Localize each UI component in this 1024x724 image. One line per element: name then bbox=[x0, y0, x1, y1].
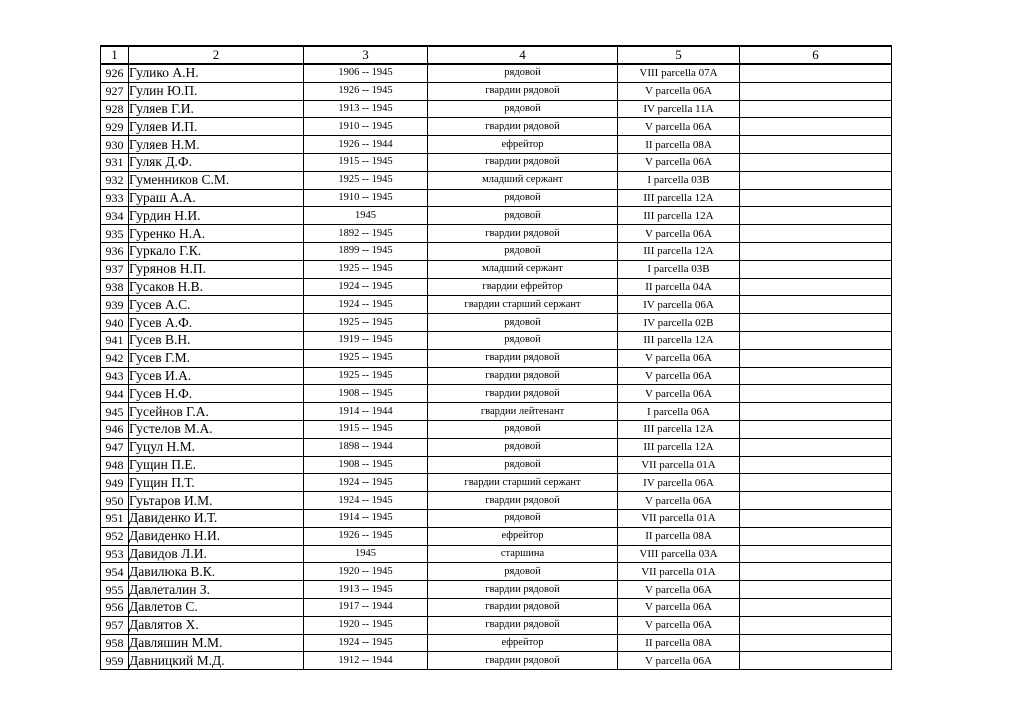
military-rank: гвардии рядовой bbox=[428, 492, 618, 510]
life-years: 1924 -- 1945 bbox=[304, 474, 428, 492]
person-name: Гурянов Н.П. bbox=[129, 260, 304, 278]
burial-plot: I parcella 03B bbox=[618, 171, 740, 189]
burial-plot: VIII parcella 03A bbox=[618, 545, 740, 563]
military-rank: рядовой bbox=[428, 314, 618, 332]
person-name: Гусаков Н.В. bbox=[129, 278, 304, 296]
burial-plot: IV parcella 02B bbox=[618, 314, 740, 332]
column-header-5: 5 bbox=[618, 46, 740, 64]
column-header-4: 4 bbox=[428, 46, 618, 64]
row-number: 959 bbox=[101, 652, 129, 670]
table-row bbox=[101, 527, 892, 545]
notes-cell bbox=[740, 563, 892, 581]
life-years: 1920 -- 1945 bbox=[304, 616, 428, 634]
notes-cell bbox=[740, 367, 892, 385]
burial-plot: V parcella 06A bbox=[618, 225, 740, 243]
life-years: 1924 -- 1945 bbox=[304, 278, 428, 296]
table-row bbox=[101, 545, 892, 563]
table-row bbox=[101, 403, 892, 421]
military-rank: рядовой bbox=[428, 563, 618, 581]
life-years: 1906 -- 1945 bbox=[304, 64, 428, 82]
life-years: 1924 -- 1945 bbox=[304, 492, 428, 510]
row-number: 941 bbox=[101, 331, 129, 349]
person-name: Гурдин Н.И. bbox=[129, 207, 304, 225]
table-row bbox=[101, 581, 892, 599]
table-row bbox=[101, 64, 892, 82]
notes-cell bbox=[740, 314, 892, 332]
military-rank: младший сержант bbox=[428, 260, 618, 278]
military-rank: гвардии ефрейтор bbox=[428, 278, 618, 296]
military-rank: гвардии рядовой bbox=[428, 118, 618, 136]
military-rank: рядовой bbox=[428, 331, 618, 349]
military-rank: рядовой bbox=[428, 509, 618, 527]
person-name: Давиденко И.Т. bbox=[129, 509, 304, 527]
notes-cell bbox=[740, 296, 892, 314]
person-name: Гуляев Г.И. bbox=[129, 100, 304, 118]
life-years: 1913 -- 1945 bbox=[304, 100, 428, 118]
row-number: 951 bbox=[101, 509, 129, 527]
military-rank: гвардии рядовой bbox=[428, 82, 618, 100]
notes-cell bbox=[740, 509, 892, 527]
burial-plot: III parcella 12A bbox=[618, 438, 740, 456]
notes-cell bbox=[740, 118, 892, 136]
life-years: 1925 -- 1945 bbox=[304, 260, 428, 278]
military-rank: рядовой bbox=[428, 438, 618, 456]
row-number: 940 bbox=[101, 314, 129, 332]
row-number: 953 bbox=[101, 545, 129, 563]
military-rank: рядовой bbox=[428, 64, 618, 82]
table-header bbox=[101, 46, 892, 64]
life-years: 1892 -- 1945 bbox=[304, 225, 428, 243]
notes-cell bbox=[740, 278, 892, 296]
life-years: 1914 -- 1944 bbox=[304, 403, 428, 421]
person-name: Гуцул Н.М. bbox=[129, 438, 304, 456]
notes-cell bbox=[740, 331, 892, 349]
life-years: 1925 -- 1945 bbox=[304, 349, 428, 367]
military-rank: гвардии старший сержант bbox=[428, 296, 618, 314]
person-name: Гусев И.А. bbox=[129, 367, 304, 385]
burial-plot: V parcella 06A bbox=[618, 367, 740, 385]
military-rank: младший сержант bbox=[428, 171, 618, 189]
table-row bbox=[101, 492, 892, 510]
row-number: 946 bbox=[101, 420, 129, 438]
person-name: Давидов Л.И. bbox=[129, 545, 304, 563]
life-years: 1926 -- 1945 bbox=[304, 82, 428, 100]
table-row bbox=[101, 82, 892, 100]
burial-plot: IV parcella 06A bbox=[618, 296, 740, 314]
military-rank: гвардии старший сержант bbox=[428, 474, 618, 492]
table-row bbox=[101, 420, 892, 438]
burial-plot: III parcella 12A bbox=[618, 420, 740, 438]
burial-plot: V parcella 06A bbox=[618, 581, 740, 599]
burial-plot: IV parcella 06A bbox=[618, 474, 740, 492]
notes-cell bbox=[740, 225, 892, 243]
notes-cell bbox=[740, 189, 892, 207]
burial-plot: I parcella 06A bbox=[618, 403, 740, 421]
row-number: 958 bbox=[101, 634, 129, 652]
life-years: 1926 -- 1944 bbox=[304, 136, 428, 154]
burial-plot: V parcella 06A bbox=[618, 652, 740, 670]
table-row bbox=[101, 118, 892, 136]
notes-cell bbox=[740, 581, 892, 599]
table-row bbox=[101, 563, 892, 581]
person-name: Гулин Ю.П. bbox=[129, 82, 304, 100]
notes-cell bbox=[740, 474, 892, 492]
row-number: 926 bbox=[101, 64, 129, 82]
burial-plot: II parcella 08A bbox=[618, 634, 740, 652]
row-number: 933 bbox=[101, 189, 129, 207]
life-years: 1945 bbox=[304, 207, 428, 225]
military-rank: гвардии рядовой bbox=[428, 616, 618, 634]
person-name: Гуменников С.М. bbox=[129, 171, 304, 189]
notes-cell bbox=[740, 634, 892, 652]
row-number: 939 bbox=[101, 296, 129, 314]
military-rank: рядовой bbox=[428, 207, 618, 225]
burial-plot: VIII parcella 07A bbox=[618, 64, 740, 82]
burial-plot: VII parcella 01A bbox=[618, 563, 740, 581]
burial-plot: II parcella 04A bbox=[618, 278, 740, 296]
life-years: 1915 -- 1945 bbox=[304, 420, 428, 438]
table-row bbox=[101, 171, 892, 189]
burial-roster-table bbox=[100, 45, 892, 670]
table-row bbox=[101, 100, 892, 118]
military-rank: рядовой bbox=[428, 100, 618, 118]
notes-cell bbox=[740, 456, 892, 474]
person-name: Гуляк Д.Ф. bbox=[129, 153, 304, 171]
row-number: 948 bbox=[101, 456, 129, 474]
person-name: Гусейнов Г.А. bbox=[129, 403, 304, 421]
person-name: Гулико А.Н. bbox=[129, 64, 304, 82]
notes-cell bbox=[740, 403, 892, 421]
life-years: 1924 -- 1945 bbox=[304, 634, 428, 652]
person-name: Давницкий М.Д. bbox=[129, 652, 304, 670]
life-years: 1910 -- 1945 bbox=[304, 118, 428, 136]
notes-cell bbox=[740, 527, 892, 545]
row-number: 935 bbox=[101, 225, 129, 243]
column-header-3: 3 bbox=[304, 46, 428, 64]
burial-plot: V parcella 06A bbox=[618, 616, 740, 634]
table-row bbox=[101, 385, 892, 403]
notes-cell bbox=[740, 260, 892, 278]
table-row bbox=[101, 349, 892, 367]
notes-cell bbox=[740, 385, 892, 403]
table-row bbox=[101, 225, 892, 243]
military-rank: рядовой bbox=[428, 189, 618, 207]
notes-cell bbox=[740, 153, 892, 171]
row-number: 955 bbox=[101, 581, 129, 599]
row-number: 945 bbox=[101, 403, 129, 421]
row-number: 956 bbox=[101, 598, 129, 616]
military-rank: ефрейтор bbox=[428, 527, 618, 545]
life-years: 1908 -- 1945 bbox=[304, 385, 428, 403]
table-row bbox=[101, 260, 892, 278]
burial-plot: VII parcella 01A bbox=[618, 509, 740, 527]
table-row bbox=[101, 278, 892, 296]
table-row bbox=[101, 314, 892, 332]
life-years: 1920 -- 1945 bbox=[304, 563, 428, 581]
table-row bbox=[101, 456, 892, 474]
person-name: Давлятов Х. bbox=[129, 616, 304, 634]
burial-plot: V parcella 06A bbox=[618, 349, 740, 367]
person-name: Гуляев Н.М. bbox=[129, 136, 304, 154]
person-name: Гущин П.Т. bbox=[129, 474, 304, 492]
burial-plot: V parcella 06A bbox=[618, 153, 740, 171]
life-years: 1945 bbox=[304, 545, 428, 563]
table-row bbox=[101, 331, 892, 349]
person-name: Густелов М.А. bbox=[129, 420, 304, 438]
person-name: Гуренко Н.А. bbox=[129, 225, 304, 243]
table-row bbox=[101, 296, 892, 314]
table-row bbox=[101, 367, 892, 385]
military-rank: гвардии рядовой bbox=[428, 581, 618, 599]
person-name: Гуркало Г.К. bbox=[129, 242, 304, 260]
table-row bbox=[101, 189, 892, 207]
person-name: Гуьтаров И.М. bbox=[129, 492, 304, 510]
row-number: 942 bbox=[101, 349, 129, 367]
burial-plot: IV parcella 11A bbox=[618, 100, 740, 118]
notes-cell bbox=[740, 207, 892, 225]
life-years: 1925 -- 1945 bbox=[304, 314, 428, 332]
life-years: 1917 -- 1944 bbox=[304, 598, 428, 616]
row-number: 929 bbox=[101, 118, 129, 136]
burial-plot: III parcella 12A bbox=[618, 189, 740, 207]
table-row bbox=[101, 207, 892, 225]
notes-cell bbox=[740, 598, 892, 616]
burial-plot: III parcella 12A bbox=[618, 331, 740, 349]
person-name: Давиденко Н.И. bbox=[129, 527, 304, 545]
table-row bbox=[101, 136, 892, 154]
person-name: Гусев А.Ф. bbox=[129, 314, 304, 332]
person-name: Гущин П.Е. bbox=[129, 456, 304, 474]
military-rank: рядовой bbox=[428, 242, 618, 260]
life-years: 1924 -- 1945 bbox=[304, 296, 428, 314]
life-years: 1910 -- 1945 bbox=[304, 189, 428, 207]
life-years: 1915 -- 1945 bbox=[304, 153, 428, 171]
table-row bbox=[101, 509, 892, 527]
life-years: 1908 -- 1945 bbox=[304, 456, 428, 474]
notes-cell bbox=[740, 616, 892, 634]
notes-cell bbox=[740, 652, 892, 670]
row-number: 931 bbox=[101, 153, 129, 171]
row-number: 927 bbox=[101, 82, 129, 100]
notes-cell bbox=[740, 136, 892, 154]
row-number: 957 bbox=[101, 616, 129, 634]
burial-plot: VII parcella 01A bbox=[618, 456, 740, 474]
table-row bbox=[101, 242, 892, 260]
military-rank: старшина bbox=[428, 545, 618, 563]
column-header-2: 2 bbox=[129, 46, 304, 64]
life-years: 1899 -- 1945 bbox=[304, 242, 428, 260]
burial-plot: I parcella 03B bbox=[618, 260, 740, 278]
row-number: 938 bbox=[101, 278, 129, 296]
life-years: 1913 -- 1945 bbox=[304, 581, 428, 599]
burial-plot: V parcella 06A bbox=[618, 598, 740, 616]
military-rank: ефрейтор bbox=[428, 634, 618, 652]
person-name: Гусев Г.М. bbox=[129, 349, 304, 367]
row-number: 950 bbox=[101, 492, 129, 510]
life-years: 1912 -- 1944 bbox=[304, 652, 428, 670]
table-row bbox=[101, 474, 892, 492]
burial-plot: III parcella 12A bbox=[618, 242, 740, 260]
notes-cell bbox=[740, 438, 892, 456]
life-years: 1926 -- 1945 bbox=[304, 527, 428, 545]
table-row bbox=[101, 598, 892, 616]
notes-cell bbox=[740, 349, 892, 367]
burial-plot: II parcella 08A bbox=[618, 527, 740, 545]
person-name: Гусев А.С. bbox=[129, 296, 304, 314]
burial-plot: II parcella 08A bbox=[618, 136, 740, 154]
table-row bbox=[101, 153, 892, 171]
person-name: Давлетов С. bbox=[129, 598, 304, 616]
notes-cell bbox=[740, 171, 892, 189]
row-number: 928 bbox=[101, 100, 129, 118]
person-name: Гусев Н.Ф. bbox=[129, 385, 304, 403]
notes-cell bbox=[740, 242, 892, 260]
life-years: 1898 -- 1944 bbox=[304, 438, 428, 456]
notes-cell bbox=[740, 420, 892, 438]
row-number: 954 bbox=[101, 563, 129, 581]
column-header-1: 1 bbox=[101, 46, 129, 64]
military-rank: ефрейтор bbox=[428, 136, 618, 154]
life-years: 1925 -- 1945 bbox=[304, 367, 428, 385]
notes-cell bbox=[740, 82, 892, 100]
life-years: 1919 -- 1945 bbox=[304, 331, 428, 349]
row-number: 944 bbox=[101, 385, 129, 403]
military-rank: гвардии лейтенант bbox=[428, 403, 618, 421]
notes-cell bbox=[740, 64, 892, 82]
burial-plot: V parcella 06A bbox=[618, 492, 740, 510]
burial-plot: III parcella 12A bbox=[618, 207, 740, 225]
table-row bbox=[101, 616, 892, 634]
military-rank: гвардии рядовой bbox=[428, 385, 618, 403]
row-number: 949 bbox=[101, 474, 129, 492]
person-name: Гуляев И.П. bbox=[129, 118, 304, 136]
header-row bbox=[101, 46, 892, 64]
person-name: Гусев В.Н. bbox=[129, 331, 304, 349]
life-years: 1914 -- 1945 bbox=[304, 509, 428, 527]
table-body bbox=[101, 64, 892, 670]
person-name: Давляшин М.М. bbox=[129, 634, 304, 652]
notes-cell bbox=[740, 100, 892, 118]
military-rank: гвардии рядовой bbox=[428, 598, 618, 616]
row-number: 943 bbox=[101, 367, 129, 385]
table-row bbox=[101, 652, 892, 670]
table-row bbox=[101, 634, 892, 652]
military-rank: гвардии рядовой bbox=[428, 349, 618, 367]
notes-cell bbox=[740, 492, 892, 510]
person-name: Давлеталин З. bbox=[129, 581, 304, 599]
row-number: 934 bbox=[101, 207, 129, 225]
row-number: 932 bbox=[101, 171, 129, 189]
military-rank: рядовой bbox=[428, 456, 618, 474]
life-years: 1925 -- 1945 bbox=[304, 171, 428, 189]
military-rank: рядовой bbox=[428, 420, 618, 438]
row-number: 947 bbox=[101, 438, 129, 456]
column-header-6: 6 bbox=[740, 46, 892, 64]
burial-plot: V parcella 06A bbox=[618, 385, 740, 403]
burial-plot: V parcella 06A bbox=[618, 118, 740, 136]
person-name: Гураш А.А. bbox=[129, 189, 304, 207]
table-row bbox=[101, 438, 892, 456]
row-number: 930 bbox=[101, 136, 129, 154]
person-name: Давилюка В.К. bbox=[129, 563, 304, 581]
military-rank: гвардии рядовой bbox=[428, 225, 618, 243]
notes-cell bbox=[740, 545, 892, 563]
row-number: 936 bbox=[101, 242, 129, 260]
row-number: 937 bbox=[101, 260, 129, 278]
burial-plot: V parcella 06A bbox=[618, 82, 740, 100]
military-rank: гвардии рядовой bbox=[428, 652, 618, 670]
row-number: 952 bbox=[101, 527, 129, 545]
military-rank: гвардии рядовой bbox=[428, 153, 618, 171]
military-rank: гвардии рядовой bbox=[428, 367, 618, 385]
